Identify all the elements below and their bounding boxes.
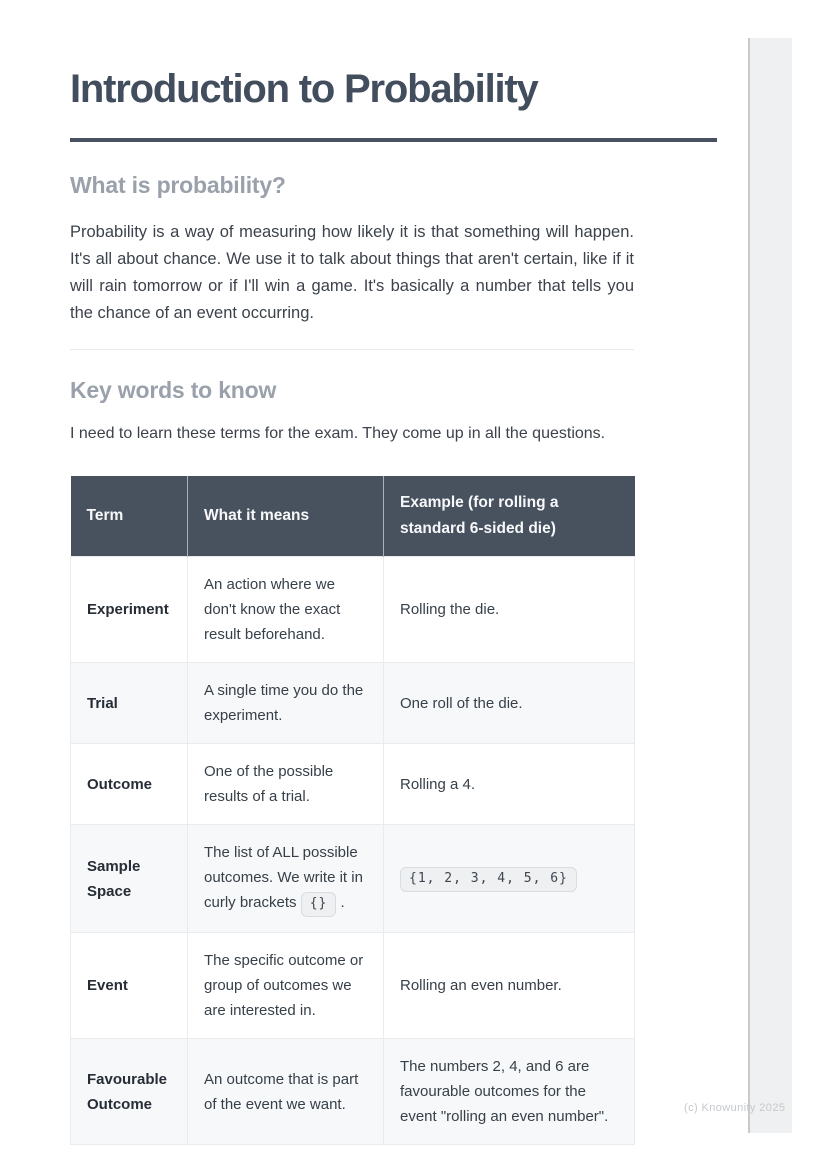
section-heading-what-is-probability: What is probability?: [70, 172, 286, 198]
key-words-intro: I need to learn these terms for the exam. They come up in all the questions.: [70, 425, 606, 442]
example-cell: Rolling a 4.: [384, 744, 635, 825]
keywords-table-body: [71, 557, 635, 1145]
code-chip: {1, 2, 3, 4, 5, 6}: [400, 867, 577, 892]
header-cell-example: Example (for rolling a standard 6-sided die): [384, 476, 635, 557]
watermark: (c) Knowunity 2025: [684, 1102, 786, 1114]
document-page: [70, 0, 634, 1145]
section-divider: [70, 349, 634, 350]
meaning-cell: An action where we don't know the exact result beforehand.: [188, 557, 384, 663]
term-cell: Favourable Outcome: [71, 1039, 188, 1145]
keywords-table: [70, 476, 635, 1145]
meaning-cell: A single time you do the experiment.: [188, 663, 384, 744]
table-row: [71, 744, 635, 825]
meaning-cell: The specific outcome or group of outcomes we are interested in.: [188, 933, 384, 1039]
example-cell: The numbers 2, 4, and 6 are favourable outcomes for the event "rolling an even number".: [384, 1039, 635, 1145]
keywords-table-header: [71, 476, 635, 557]
header-row: [71, 476, 635, 557]
term-cell: Event: [71, 933, 188, 1039]
example-cell: [384, 825, 635, 933]
example-cell: One roll of the die.: [384, 663, 635, 744]
term-cell: Sample Space: [71, 825, 188, 933]
header-cell-term: Term: [71, 476, 188, 557]
term-cell: Outcome: [71, 744, 188, 825]
next-page-edge[interactable]: [748, 38, 792, 1133]
table-row: [71, 1039, 635, 1145]
example-cell: Rolling an even number.: [384, 933, 635, 1039]
table-row: [71, 557, 635, 663]
table-row: [71, 933, 635, 1039]
term-cell: Trial: [71, 663, 188, 744]
meaning-cell: One of the possible results of a trial.: [188, 744, 384, 825]
section-heading-key-words: Key words to know: [70, 377, 277, 403]
title-rule: [70, 138, 717, 142]
table-row: [71, 825, 635, 933]
example-cell: Rolling the die.: [384, 557, 635, 663]
what-is-probability-paragraph: Probability is a way of measuring how likely it is that something will happen. It's all about chance. We use it to talk about things that aren't certain, like if it will rain tomorrow or if I'll win a game. It's basically a number that tells you the chance of an event occurring.: [70, 223, 634, 322]
page-title: Introduction to Probability: [70, 67, 538, 111]
code-chip: {}: [301, 892, 337, 917]
term-cell: Experiment: [71, 557, 188, 663]
meaning-cell: An outcome that is part of the event we want.: [188, 1039, 384, 1145]
meaning-cell: The list of ALL possible outcomes. We write it in curly brackets {} .: [188, 825, 384, 933]
table-row: [71, 663, 635, 744]
header-cell-meaning: What it means: [188, 476, 384, 557]
